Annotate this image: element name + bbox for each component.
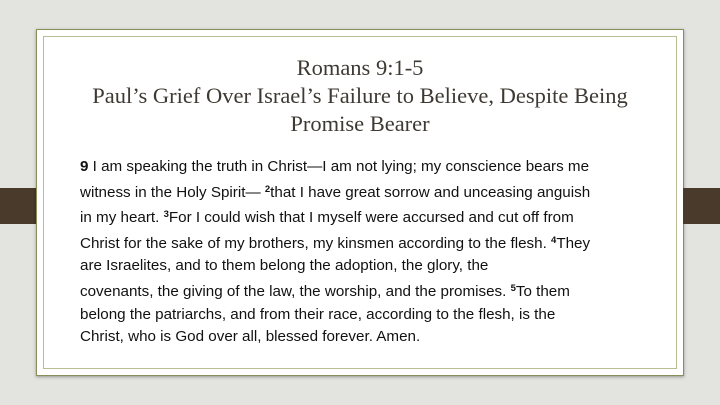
passage-text: To them — [515, 282, 570, 300]
verse-number: 4 — [551, 234, 557, 246]
chapter-number: 9 — [80, 158, 89, 175]
verse-number: 2 — [264, 183, 271, 195]
verse-number: 5 — [510, 282, 516, 294]
passage-line — [80, 230, 650, 256]
passage-text: For I could wish that I myself were accursed and cut off from — [168, 209, 574, 227]
title-line-heading-cont: Promise Bearer — [290, 111, 430, 136]
left-accent-tab — [0, 188, 37, 224]
passage-text: They — [556, 234, 591, 252]
passage-text: that I have great sorrow and unceasing anguish — [270, 183, 591, 201]
passage-text: witness in the Holy Spirit— — [80, 183, 265, 201]
verse-number: 3 — [163, 209, 169, 221]
passage-line — [80, 156, 650, 179]
title-line-heading: Paul’s Grief Over Israel’s Failure to Believe, Despite Being — [92, 83, 628, 108]
passage-line — [80, 278, 650, 304]
passage-line: Christ, who is God over all, blessed forever. Amen. — [80, 328, 421, 346]
passage-text: Christ for the sake of my brothers, my kinsmen according to the flesh. — [80, 234, 552, 252]
right-accent-tab — [683, 188, 720, 224]
passage-text: in my heart. — [80, 209, 164, 227]
passage-text: covenants, the giving of the law, the worship, and the promises. — [80, 282, 511, 300]
passage-line: belong the patriarchs, and from their race, according to the flesh, is the — [80, 305, 556, 323]
slide-title — [60, 54, 660, 138]
passage-line — [80, 204, 650, 230]
title-line-reference: Romans 9:1-5 — [296, 55, 424, 80]
passage-line: are Israelites, and to them belong the adoption, the glory, the — [80, 257, 489, 275]
passage-text: I am speaking the truth in Christ—I am not lying; my conscience bears me — [88, 158, 590, 175]
passage-line — [80, 179, 650, 205]
scripture-passage — [80, 156, 650, 349]
